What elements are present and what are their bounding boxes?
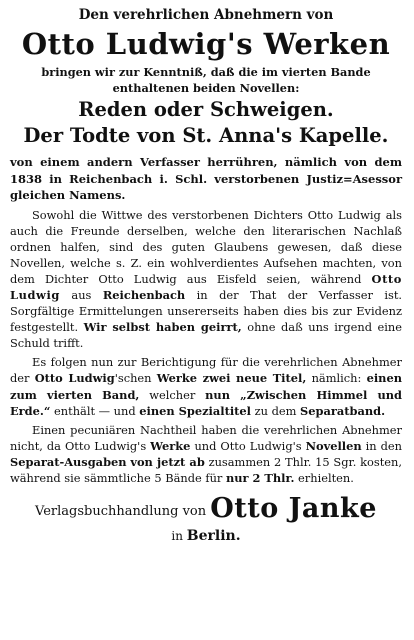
- p3-novellas: Novellen: [305, 438, 362, 453]
- publisher-prefix: Verlagsbuchhandlung von: [35, 504, 207, 520]
- p2-text-g: welcher: [149, 387, 196, 402]
- works-name-title: Otto Ludwig's Werken: [21, 27, 391, 61]
- intro-emphasis: gleichen Namens.: [10, 188, 126, 202]
- announcement-line-2: enthaltenen beiden Novellen:: [112, 81, 300, 95]
- publisher-city: Berlin.: [186, 528, 241, 545]
- p1-text-g: ohne daß uns irgend eine Schuld trifft.: [10, 320, 403, 351]
- p1-place: Reichenbach: [102, 287, 186, 302]
- p3-text-c: und Otto Ludwig's: [194, 438, 302, 453]
- publisher-in: in: [171, 529, 183, 544]
- publisher-line: [10, 494, 402, 527]
- heading: Den verehrlichen Abnehmern von: [78, 7, 334, 23]
- publisher-name: Otto Janke: [210, 493, 377, 525]
- p3-text-j: erhielten.: [298, 471, 354, 485]
- p3-text-h: zusammen 2 Thlr. 15 Sgr. kosten, während sie sämmtliche 5 Bände für: [10, 454, 402, 485]
- p2-text-k: zu dem: [254, 403, 297, 418]
- paragraph-2: [10, 354, 402, 418]
- announcement: [10, 64, 402, 96]
- p3-separate-editions: Separat-Ausgaben: [10, 454, 127, 469]
- p3-text-e: in den: [365, 438, 402, 453]
- p1-author-name: Otto Ludwig: [10, 271, 402, 302]
- p1-text-a: Sowohl die Wittwe des verstorbenen Dichters Otto Ludwig als auch die Freunde derselben, welche den literarischen Nachlaß ordnen halfen, sind des guten Glaubens gewesen, daß diese Novellen, welche s. Z. ein wohlverdientes Aufsehen machten, von dem Dichter Otto Ludwig aus Eisfeld seien, während: [10, 207, 402, 286]
- p3-from-now: von jetzt ab: [130, 454, 205, 469]
- p1-text-e: in der That der Verfasser ist. Sorgfältige Ermittelungen unsererseits haben dies bis zur Evidenz festgestellt.: [10, 287, 403, 335]
- intro-paragraph: [10, 154, 402, 204]
- p3-text-a: Einen pecuniären Nachtheil haben die verehrlichen Abnehmer nicht, da Otto Ludwig's: [10, 422, 402, 453]
- p2-new-titles: Werke zwei neue Titel,: [156, 371, 307, 386]
- p2-separate-volume: Separatband.: [300, 403, 386, 418]
- p2-special-title: einen Spezialtitel: [139, 403, 251, 418]
- novel-title-2: Der Todte von St. Anna's Kapelle.: [23, 124, 389, 147]
- p2-novel-name: nun „Zwischen Himmel und Erde.“: [10, 387, 402, 418]
- p2-text-i: enthält — und: [54, 403, 136, 418]
- novel-title-1: Reden oder Schweigen.: [78, 98, 334, 121]
- p2-fourth-volume: einen zum vierten Band,: [10, 371, 402, 402]
- paragraph-1: [10, 207, 402, 352]
- publisher-city-line: [10, 527, 402, 545]
- p2-author-name: Otto Ludwig: [34, 371, 115, 386]
- p2-text-a: Es folgen nun zur Berichtigung für die verehrlichen Abnehmer der: [10, 355, 402, 386]
- p3-price: nur 2 Thlr.: [225, 471, 295, 485]
- p2-text-c: 'schen: [114, 371, 152, 386]
- p3-works: Werke: [150, 438, 191, 453]
- intro-text: von einem andern Verfasser herrühren, nämlich von dem 1838 in Reichenbach i. Schl. verstorbenen Justiz=Asessor: [10, 155, 402, 186]
- p1-text-c: aus: [71, 287, 92, 302]
- paragraph-3: [10, 422, 402, 486]
- announcement-line-1: bringen wir zur Kenntniß, daß die im vierten Bande: [41, 65, 371, 79]
- p1-emphasis: Wir selbst haben geirrt,: [83, 320, 242, 335]
- p2-text-e: nämlich:: [311, 371, 362, 386]
